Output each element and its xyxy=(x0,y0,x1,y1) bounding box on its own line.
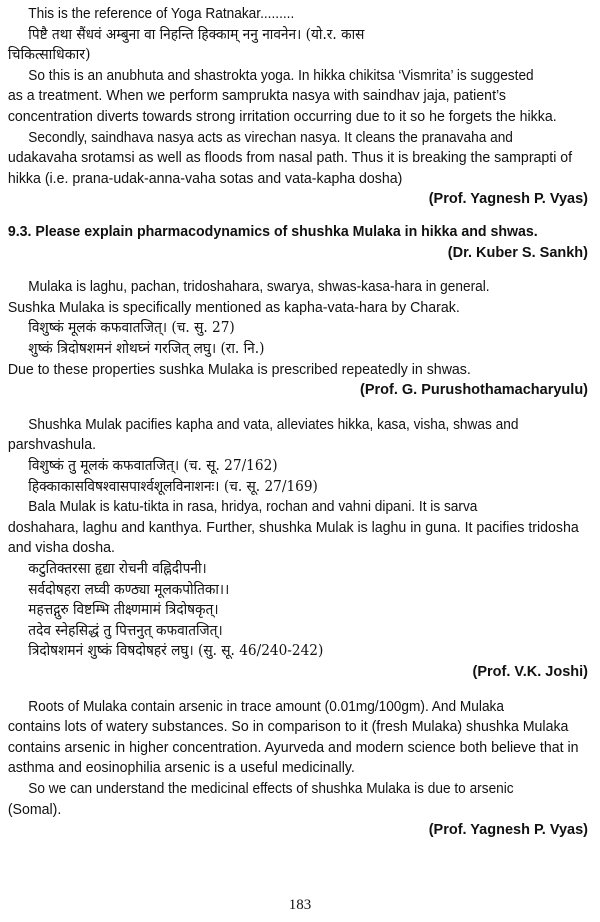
sanskrit-verse-line: पिष्टै तथा सैंधवं अम्बुना वा निहन्ति हिक्काम् ननु नावनेन। (यो.र. कास xyxy=(28,26,365,43)
body-text-line: Sushka Mulaka is specifically mentioned as kapha-vata-hara by Charak. xyxy=(7,299,460,316)
sanskrit-verse-line: चिकित्साधिकार) xyxy=(7,47,91,64)
body-text-line: contains lots of watery substances. So in comparison to it (fresh Mulaka) shushka Mulaka xyxy=(7,719,569,736)
sanskrit-verse-line: शुष्कं त्रिदोषशमनं शोथघ्नं गरजित् लघु। (रा. नि.) xyxy=(28,341,265,357)
sanskrit-verse-line: हिक्काकासविषश्वासपार्श्वशूलविनाशनः। (च. सू. 27/169) xyxy=(28,478,318,495)
sanskrit-verse-line: तदेव स्नेहसिद्धं तु पित्तनुत् कफवातजित्। xyxy=(28,622,223,639)
sanskrit-verse-line: कटुतिक्तरसा हृद्या रोचनी वह्निदीपनी। xyxy=(28,561,207,577)
sanskrit-verse-line: विशुष्कं मूलकं कफवातजित्। (च. सु. 27) xyxy=(28,320,235,337)
body-text-line: udakavaha srotamsi as well as floods from nasal path. Thus it is breaking the samprapti of xyxy=(7,150,573,167)
question-heading: 9.3. Please explain pharmacodynamics of shushka Mulaka in hikka and shwas. xyxy=(7,224,538,240)
body-text-line: Mulaka is laghu, pachan, tridoshahara, swarya, shwas-kasa-hara in general. xyxy=(28,279,490,296)
sanskrit-verse-line: विशुष्कं तु मूलकं कफवातजित्। (च. सू. 27/162) xyxy=(28,458,278,474)
author-attribution: (Prof. G. Purushothamacharyulu) xyxy=(360,382,588,399)
body-text-line: Bala Mulak is katu-tikta in rasa, hridya, rochan and vahni dipani. It is sarva xyxy=(28,499,478,516)
body-text-line: hikka (i.e. prana-udak-anna-vaha sotas and vata-kapha dosha) xyxy=(7,170,403,187)
body-text-line: contains arsenic in higher concentration. Ayurveda and modern science both believe that in xyxy=(7,739,579,756)
sanskrit-verse-line: सर्वदोषहरा लघ्वी कण्ठ्या मूलकपोतिका।। xyxy=(28,581,230,598)
body-text-line: This is the reference of Yoga Ratnakar......... xyxy=(28,6,295,22)
author-attribution: (Dr. Kuber S. Sankh) xyxy=(447,244,588,261)
author-attribution: (Prof. V.K. Joshi) xyxy=(472,664,588,680)
body-text-line: Secondly, saindhava nasya acts as virechan nasya. It cleans the pranavaha and xyxy=(28,129,513,146)
body-text-line: So this is an anubhuta and shastrokta yoga. In hikka chikitsa ‘Vismrita’ is suggested xyxy=(28,67,534,84)
sanskrit-verse-line: महत्तद्गुरु विष्टम्भि तीक्ष्णमामं त्रिदोषकृत्। xyxy=(28,602,219,619)
page-number: 183 xyxy=(288,897,312,913)
body-text-line: (Somal). xyxy=(7,801,62,818)
body-text-line: and visha dosha. xyxy=(7,540,115,557)
body-text-line: So we can understand the medicinal effects of shushka Mulaka is due to arsenic xyxy=(28,781,514,797)
body-text-line: doshahara, laghu and kanthya. Further, shushka Mulak is laghu in guna. It pacifies tridosha xyxy=(7,519,579,536)
body-text-line: as a treatment. When we perform samprukta nasya with saindhav jaja, patient’s xyxy=(7,88,506,105)
body-text-line: Due to these properties sushka Mulaka is prescribed repeatedly in shwas. xyxy=(7,361,471,378)
sanskrit-verse-line: त्रिदोषशमनं शुष्कं विषदोषहरं लघु। (सु. सू. 46/240-242) xyxy=(28,643,324,660)
author-attribution: (Prof. Yagnesh P. Vyas) xyxy=(428,191,588,208)
body-text-line: Roots of Mulaka contain arsenic in trace amount (0.01mg/100gm). And Mulaka xyxy=(28,698,505,715)
body-text-line: parshvashula. xyxy=(7,437,97,454)
body-text-line: Shushka Mulak pacifies kapha and vata, alleviates hikka, kasa, visha, shwas and xyxy=(28,416,519,433)
author-attribution: (Prof. Yagnesh P. Vyas) xyxy=(428,822,588,839)
body-text-line: concentration diverts towards strong irritation occurring due to it so he forgets the hikka. xyxy=(7,109,557,125)
body-text-line: asthma and eosinophilia arsenic is a useful medicinally. xyxy=(7,760,355,777)
